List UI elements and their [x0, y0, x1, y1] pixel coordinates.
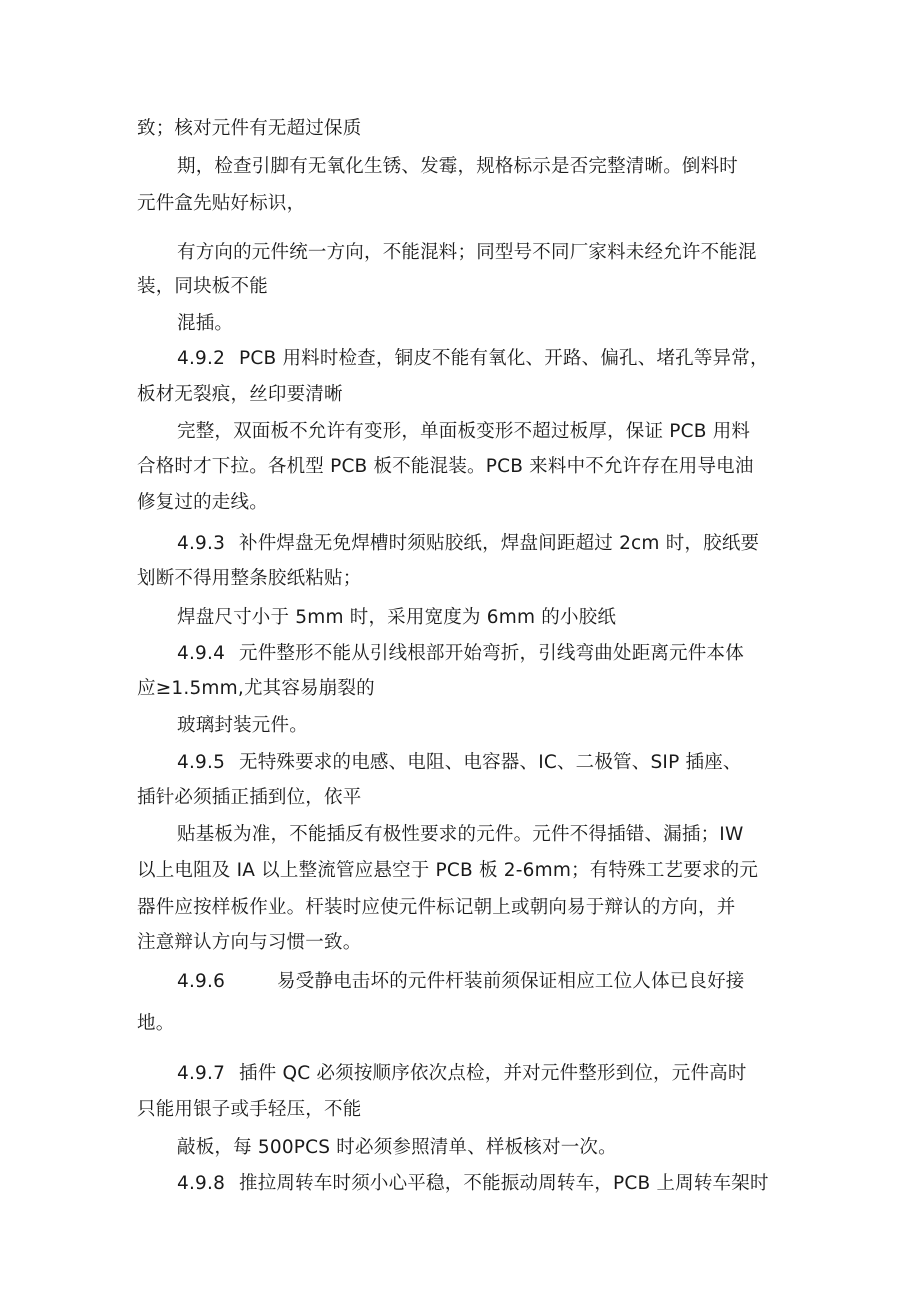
line-text: 插针必须插正插到位，依平	[137, 787, 362, 808]
section-heading-line	[177, 642, 744, 666]
line-text: 注意辩认方向与习惯一致。	[137, 932, 362, 953]
line-text: 器件应按样板作业。杆装时应使元件标记朝上或朝向易于辩认的方向，并	[137, 897, 736, 918]
line-text: 装，同块板不能	[137, 276, 268, 297]
line-text: 插件 QC 必须按顺序依次点检，并对元件整形到位，元件高时	[239, 1063, 747, 1084]
text-line	[137, 192, 305, 216]
section-heading-line	[177, 1172, 769, 1196]
line-text: 易受静电击坏的元件杆装前须保证相应工位人体已良好接	[277, 971, 745, 992]
line-text: 板材无裂痕，丝印要清晰	[137, 384, 343, 405]
line-text: 以上电阻及 IA 以上整流管应悬空于 PCB 板 2-6mm；有特殊工艺要求的元	[137, 860, 759, 881]
text-line	[177, 714, 308, 738]
section-number: 4.9.5	[177, 752, 226, 773]
section-number: 4.9.4	[177, 643, 226, 664]
section-heading-line	[177, 1062, 747, 1086]
text-line	[137, 786, 361, 810]
text-line	[177, 155, 738, 179]
text-line	[137, 896, 735, 920]
text-line	[177, 241, 757, 265]
text-line	[137, 859, 758, 883]
text-line	[177, 606, 616, 630]
section-heading-line	[177, 970, 745, 994]
text-line	[177, 312, 233, 336]
section-heading-line	[177, 347, 769, 371]
line-text: 完整，双面板不允许有变形，单面板变形不超过板厚，保证 PCB 用料	[177, 421, 751, 442]
section-number: 4.9.8	[177, 1173, 226, 1194]
line-text: 有方向的元件统一方向，不能混料；同型号不同厂家料未经允许不能混	[177, 242, 757, 263]
line-text: 混插。	[177, 313, 234, 334]
line-text: PCB 用料时检查，铜皮不能有氧化、开路、偏孔、堵孔等异常，	[239, 348, 769, 369]
line-text: 玻璃封装元件。	[177, 715, 308, 736]
line-text: 只能用银子或手轻压，不能	[137, 1099, 362, 1120]
line-text: 应≥1.5mm,尤其容易崩裂的	[137, 678, 375, 699]
line-text: 推拉周转车时须小心平稳，不能振动周转车，PCB 上周转车架时	[239, 1173, 769, 1194]
text-line	[177, 1136, 617, 1160]
line-text: 无特殊要求的电感、电阻、电容器、IC、二极管、SIP 插座、	[239, 752, 742, 773]
text-line	[137, 677, 375, 701]
text-line	[137, 383, 343, 407]
text-line	[177, 823, 743, 847]
section-number: 4.9.2	[177, 348, 226, 369]
text-line	[177, 420, 750, 444]
section-number: 4.9.6	[177, 971, 226, 992]
line-text: 焊盘尺寸小于 5mm 时，采用宽度为 6mm 的小胶纸	[177, 607, 617, 628]
line-text: 元件整形不能从引线根部开始弯折，引线弯曲处距离元件本体	[239, 643, 744, 664]
line-text: 期，检查引脚有无氧化生锈、发霉，规格标示是否完整清晰。倒料时	[177, 156, 739, 177]
text-line	[137, 491, 268, 515]
text-line	[137, 1012, 174, 1036]
text-line	[137, 931, 361, 955]
line-text: 敲板，每 500PCS 时必须参照清单、样板核对一次。	[177, 1137, 617, 1158]
section-number: 4.9.7	[177, 1063, 226, 1084]
text-line	[137, 455, 754, 479]
text-line	[137, 1098, 361, 1122]
text-line	[137, 275, 268, 299]
section-number: 4.9.3	[177, 533, 226, 554]
text-line	[137, 117, 361, 141]
line-text: 划断不得用整条胶纸粘贴；	[137, 568, 362, 589]
section-heading-line	[177, 751, 742, 775]
line-text: 地。	[137, 1013, 175, 1034]
text-line	[137, 567, 361, 591]
line-text: 贴基板为准，不能插反有极性要求的元件。元件不得插错、漏插；IW	[177, 824, 744, 845]
line-text: 元件盒先贴好标识，	[137, 193, 306, 214]
line-text: 致；核对元件有无超过保质	[137, 118, 362, 139]
section-heading-line	[177, 532, 759, 556]
line-text: 合格时才下拉。各机型 PCB 板不能混装。PCB 来料中不允许存在用导电油	[137, 456, 754, 477]
line-text: 修复过的走线。	[137, 492, 268, 513]
line-text: 补件焊盘无免焊槽时须贴胶纸，焊盘间距超过 2cm 时，胶纸要	[239, 533, 760, 554]
